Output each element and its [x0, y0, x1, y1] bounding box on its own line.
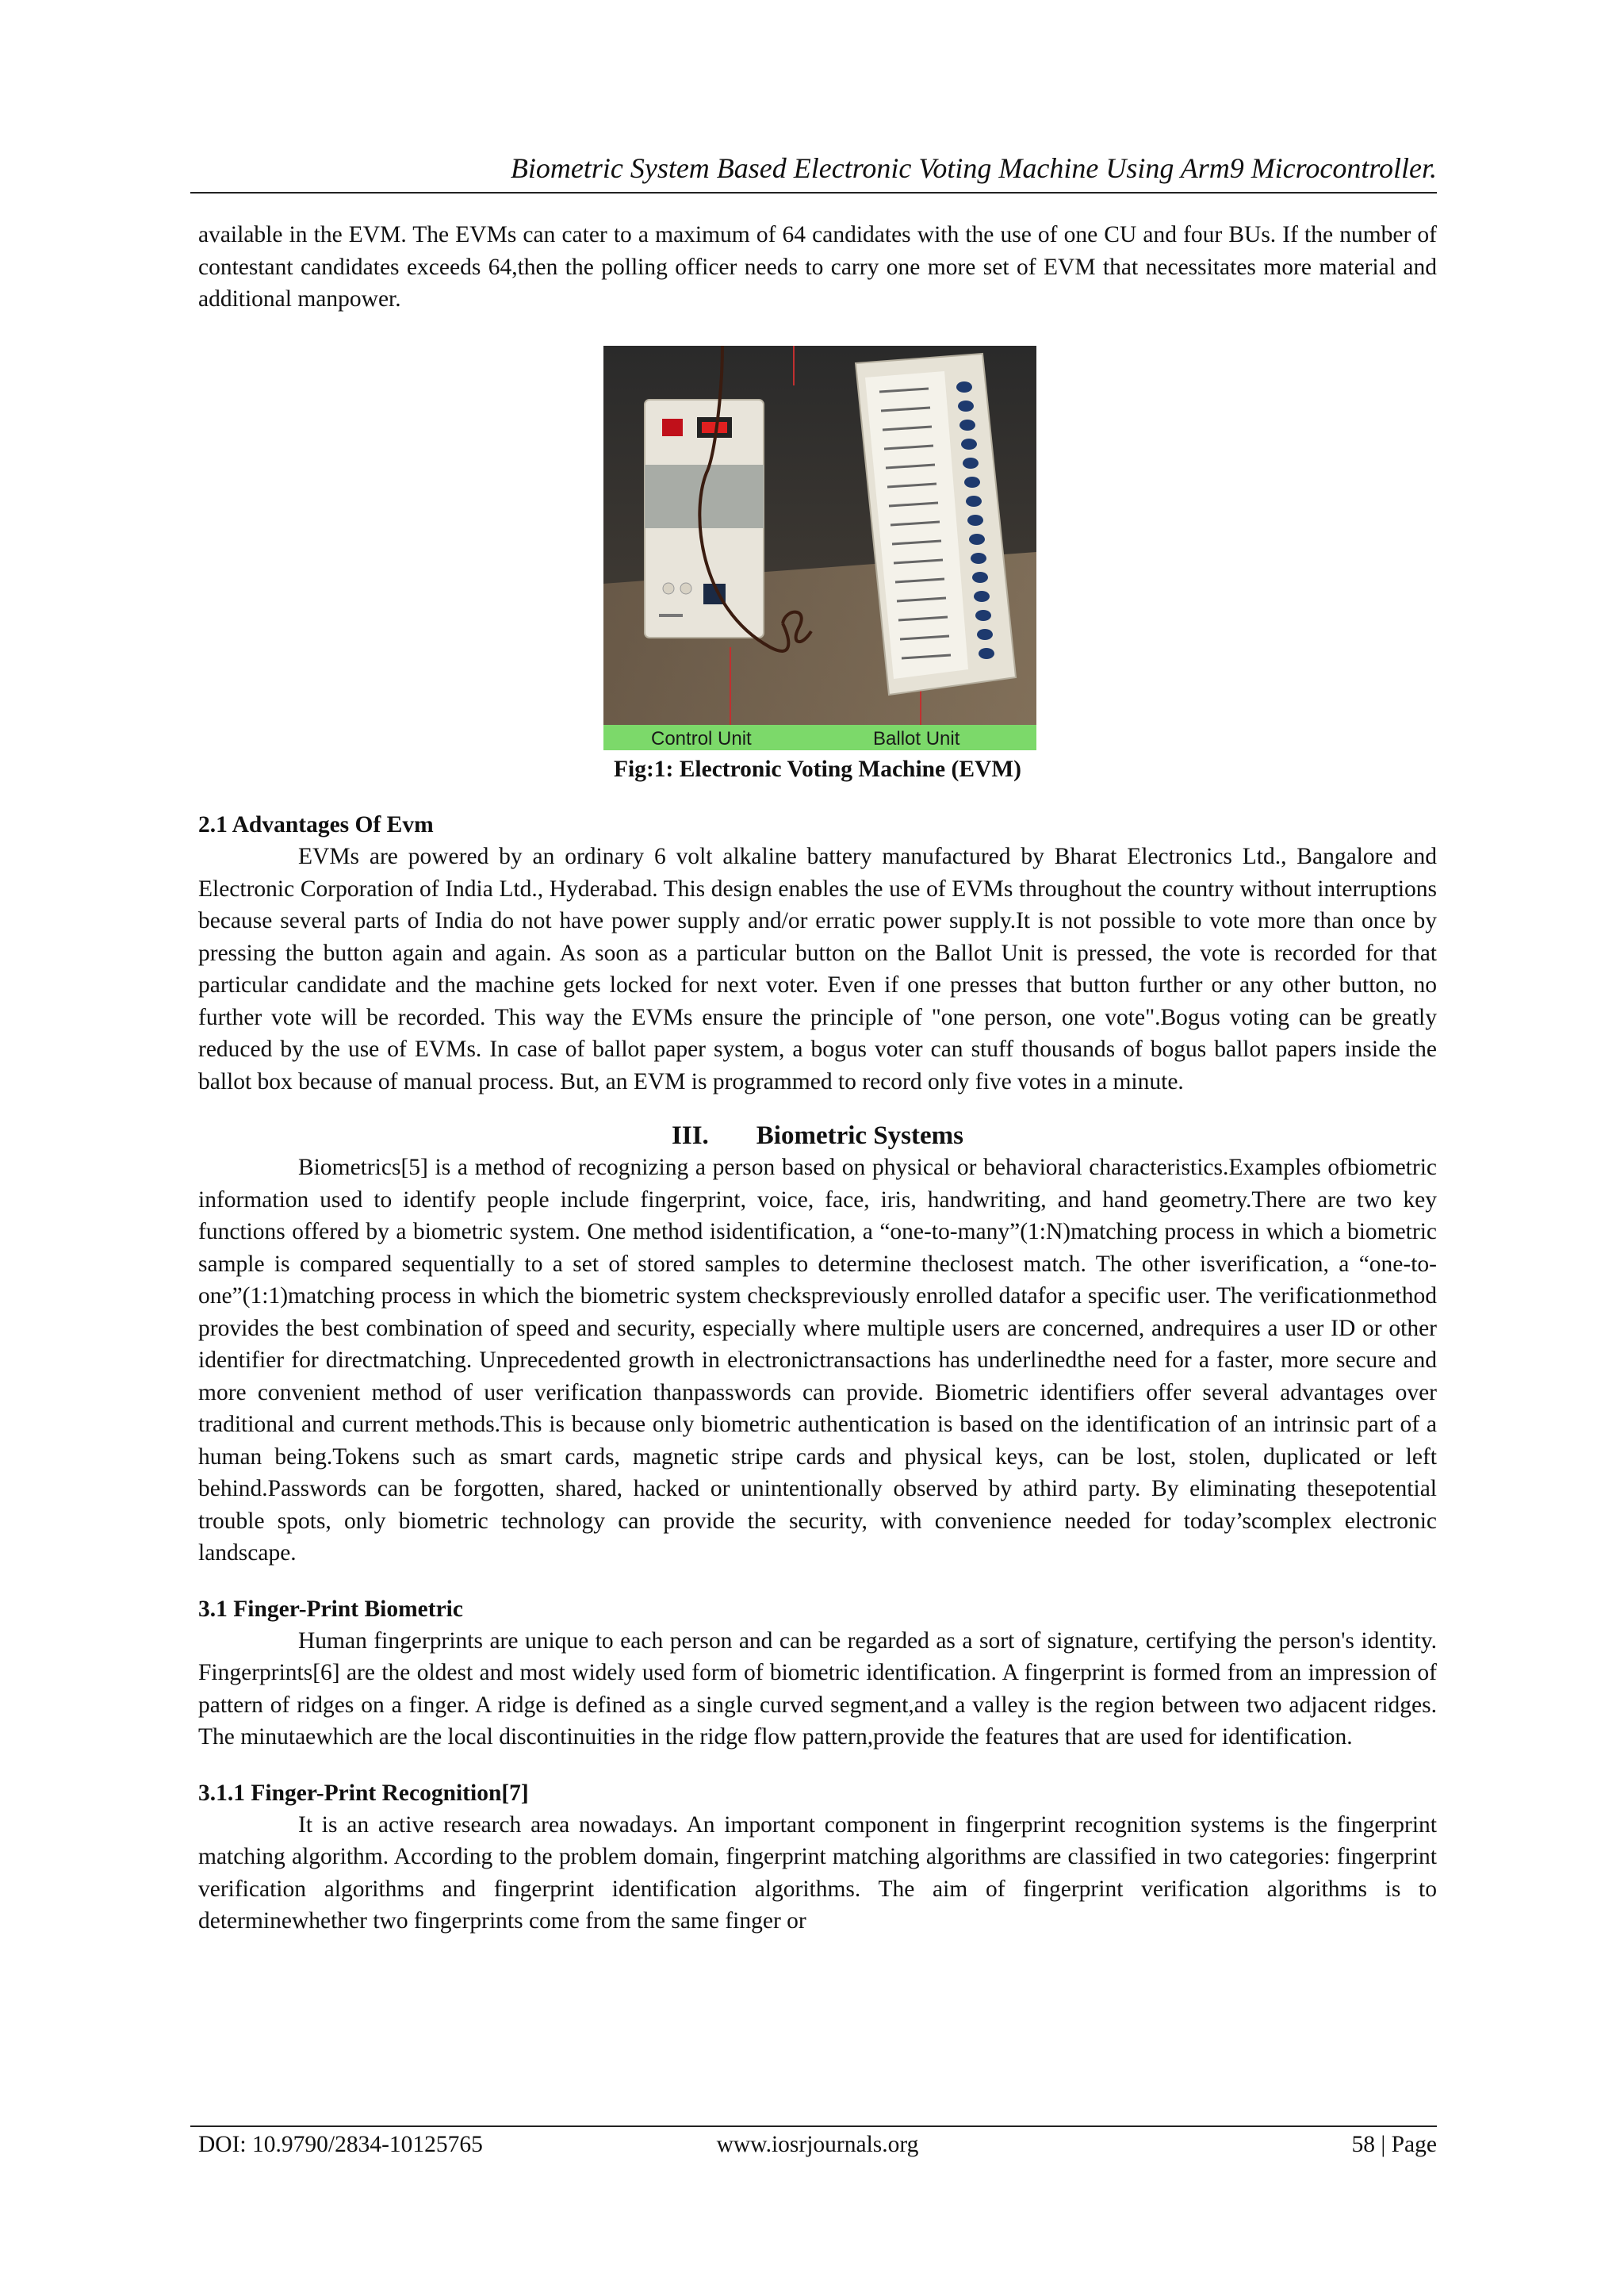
- evm-photo: [603, 346, 1036, 750]
- section-3-1-heading: 3.1 Finger-Print Biometric: [198, 1596, 463, 1622]
- footer-rule: [190, 2125, 1437, 2127]
- section-3-1-body: Human fingerprints are unique to each person and can be regarded as a sort of signature, certifying the person's identity. Fingerprints[6] are the oldest and most widely used form of biometric identification. A fingerprint is formed from an impression of pattern of ridges on a finger. A ridge is defined as a single curved segment,and a valley is the region between two adjacent ridges. The minutaewhich are the local discontinuities in the ridge flow pattern,provide the features that are used for identification.: [198, 1627, 1437, 1750]
- section-2-1-body: EVMs are powered by an ordinary 6 volt alkaline battery manufactured by Bharat Electronics Ltd., Bangalore and Electronic Corporation of India Ltd., Hyderabad. This design enables the use of EVMs throughout the country without interruptions because several parts of India do not have power supply and/or erratic power supply.It is not possible to vote more than once by pressing the button again and again. As soon as a particular button on the Ballot Unit is pressed, the vote is recorded for that particular candidate and the machine gets locked for next voter. Even if one presses that button further or any other button, no further vote will be recorded. This way the EVMs ensure the principle of "one person, one vote".Bogus voting can be greatly reduced by the use of EVMs. In case of ballot paper system, a bogus voter can stuff thousands of bogus ballot papers inside the ballot box because of manual process. But, an EVM is programmed to record only five votes in a minute.: [198, 844, 1437, 1094]
- page-content: [198, 219, 1437, 1938]
- ballot-unit-label: Ballot Unit: [873, 727, 960, 749]
- section-3-body: Biometrics[5] is a method of recognizing a person based on physical or behavioral characteristics.Examples ofbiometric information used to identify people include fingerprint, voice, face, iris, handwriting, and hand geometry.There are two key functions offered by a biometric system. One method isidentification, a “one-to-many”(1:N)matching process in which a biometric sample is compared sequentially to a set of stored samples to determine theclosest match. The other isverification, a “one-to-one”(1:1)matching process in which the biometric system checkspreviously enrolled datafor a specific user. The verificationmethod provides the best combination of speed and security, especially where multiple users are concerned, andrequires a user ID or other identifier for directmatching. Unprecedented growth in electronictransactions has underlinedthe need for a faster, more secure and more convenient method of user verification thanpasswords can provide. Biometric identifiers offer several advantages over traditional and current methods.This is because only biometric authentication is based on the identification of an intrinsic part of a human being.Tokens such as smart cards, magnetic stripe cards and physical keys, can be lost, stolen, duplicated or left behind.Passwords can be forgotten, shared, hacked or unintentionally observed by athird party. By eliminating thesepotential trouble spots, only biometric technology can provide the security, with convenience needed for today’scomplex electronic landscape.: [198, 1155, 1437, 1566]
- section-3-1-1-heading: 3.1.1 Finger-Print Recognition[7]: [198, 1780, 529, 1806]
- section-3-title: Biometric Systems: [756, 1121, 963, 1150]
- figure-caption: Fig:1: Electronic Voting Machine (EVM): [613, 756, 1021, 782]
- header-rule: [190, 192, 1437, 194]
- evm-illustration: [603, 346, 1036, 750]
- running-header: Biometric System Based Electronic Voting Machine Using Arm9 Microcontroller.: [510, 152, 1437, 184]
- section-3-heading: [198, 1120, 1437, 1152]
- footer-website: www.iosrjournals.org: [716, 2132, 919, 2157]
- section-3-number: III.: [672, 1121, 709, 1150]
- control-unit-shape: [645, 400, 764, 638]
- section-3-1-1-body: It is an active research area nowadays. An important component in fingerprint recognition systems is the fingerprint matching algorithm. According to the problem domain, fingerprint matching algorithms are classified in two categories: fingerprint verification algorithms and fingerprint identification algorithms. The aim of fingerprint verification algorithms is to determinewhether two fingerprints come from the same finger or: [198, 1811, 1437, 1934]
- section-2-1-heading: 2.1 Advantages Of Evm: [198, 812, 434, 838]
- footer-page-number: 58 | Page: [1351, 2132, 1437, 2157]
- intro-paragraph: available in the EVM. The EVMs can cater to a maximum of 64 candidates with the use of one CU and four BUs. If the number of contestant candidates exceeds 64,then the polling officer needs to carry one more set of EVM that necessitates more material and additional manpower.: [198, 222, 1437, 312]
- control-unit-label: Control Unit: [651, 727, 752, 749]
- footer-doi: DOI: 10.9790/2834-10125765: [198, 2132, 483, 2157]
